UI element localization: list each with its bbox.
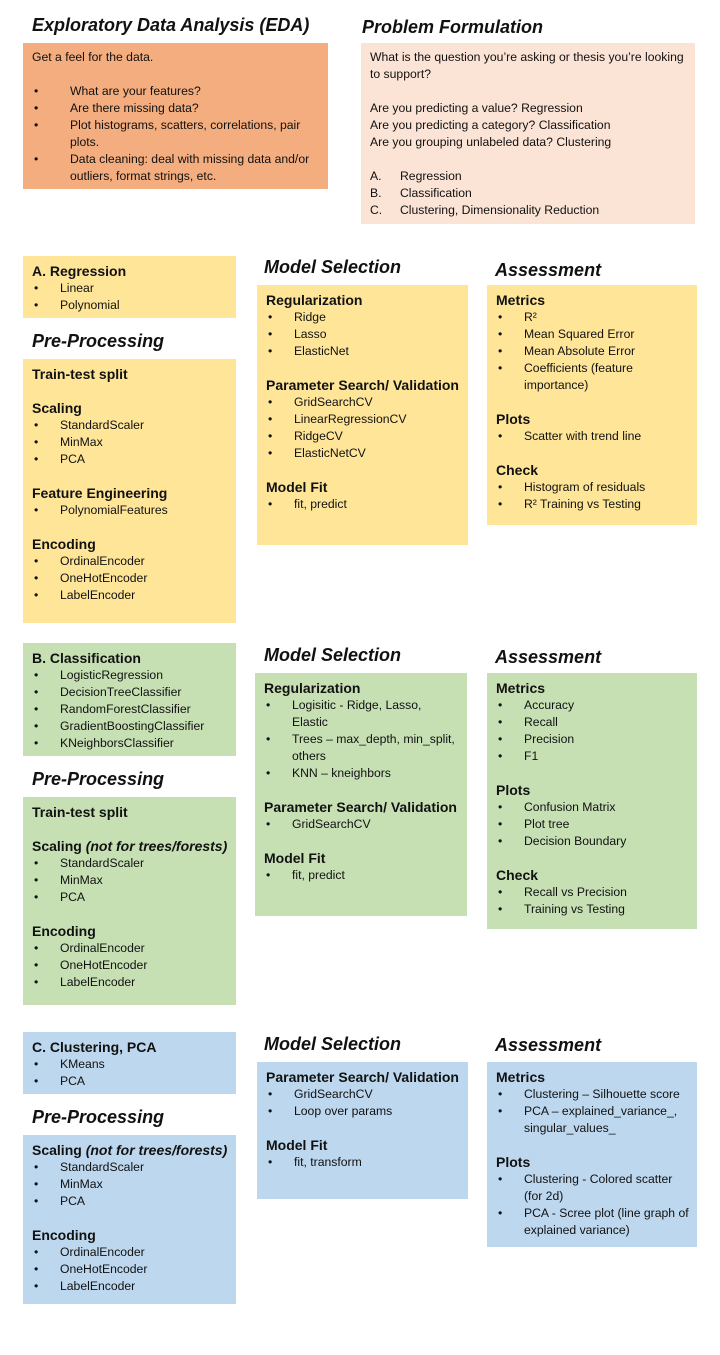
section-parameter-search-validation — [266, 1068, 460, 1120]
list-item: • MinMax — [32, 434, 228, 451]
section-heading-text: A. Regression — [32, 263, 127, 279]
classification-model-box — [255, 673, 467, 916]
section-list — [266, 496, 460, 513]
clustering-assessment-title: Assessment — [495, 1035, 602, 1055]
section-list — [496, 697, 689, 765]
section-heading — [32, 922, 228, 940]
list-item: • Are there missing data? — [32, 100, 320, 117]
section-metrics — [496, 1068, 689, 1137]
list-item: • Polynomial — [32, 297, 228, 314]
section-heading — [266, 1068, 460, 1086]
option-a — [370, 168, 687, 185]
section-heading-text: Metrics — [496, 292, 546, 308]
section-heading-text: Check — [496, 867, 539, 883]
problem-line-2: Are you predicting a category? Classification — [370, 118, 611, 132]
section-encoding — [32, 922, 228, 991]
eda-intro: Get a feel for the data. — [32, 50, 154, 64]
section-heading-text: Scaling — [32, 1142, 82, 1158]
section-heading — [496, 291, 689, 309]
list-item: • LogisticRegression — [32, 667, 228, 684]
list-item: • LabelEncoder — [32, 587, 228, 604]
list-item: • KNN – kneighbors — [264, 765, 459, 782]
list-item: • OneHotEncoder — [32, 1261, 228, 1278]
section-heading — [32, 649, 228, 667]
section-list — [496, 1171, 689, 1239]
section-scaling — [32, 399, 228, 468]
list-item: • Plot tree — [496, 816, 689, 833]
section-c-clustering-pca — [32, 1038, 228, 1090]
list-item: • PCA — [32, 1073, 228, 1090]
section-heading — [32, 484, 228, 502]
section-plots — [496, 781, 689, 850]
list-item: • Precision — [496, 731, 689, 748]
list-item: • GridSearchCV — [266, 1086, 460, 1103]
section-scaling — [32, 837, 228, 906]
section-heading — [496, 866, 689, 884]
section-heading — [32, 535, 228, 553]
section-train-test-split — [32, 365, 228, 383]
section-list — [266, 309, 460, 360]
clustering-algo-box — [23, 1032, 236, 1094]
clustering-model-selection-title: Model Selection — [264, 1034, 402, 1054]
classification-assessment-box — [487, 673, 697, 929]
option-b — [370, 185, 687, 202]
list-item: • RidgeCV — [266, 428, 460, 445]
list-item: • Logisitic - Ridge, Lasso, Elastic — [264, 697, 459, 731]
section-heading-text: Encoding — [32, 1227, 96, 1243]
list-item: • KMeans — [32, 1056, 228, 1073]
section-heading-text: Parameter Search/ Validation — [264, 799, 457, 815]
section-heading-text: Model Fit — [266, 479, 328, 495]
section-heading-text: Scaling — [32, 838, 82, 854]
section-heading-note: (not for trees/forests) — [85, 1142, 228, 1158]
section-list — [32, 1159, 228, 1210]
list-item: • Data cleaning: deal with missing data and/or outliers, format strings, etc. — [32, 151, 320, 185]
section-list — [496, 884, 689, 918]
list-item: • R² Training vs Testing — [496, 496, 689, 513]
list-item: • LabelEncoder — [32, 974, 228, 991]
list-item: • Confusion Matrix — [496, 799, 689, 816]
list-item: • Training vs Testing — [496, 901, 689, 918]
section-list — [496, 428, 689, 445]
section-regularization — [264, 679, 459, 782]
list-item: • Accuracy — [496, 697, 689, 714]
list-item: • MinMax — [32, 1176, 228, 1193]
eda-list — [32, 83, 320, 185]
regression-model-selection-title: Model Selection — [264, 257, 402, 277]
section-heading — [264, 798, 459, 816]
list-item: • Linear — [32, 280, 228, 297]
section-heading — [32, 837, 228, 855]
section-parameter-search-validation — [266, 376, 460, 462]
problem-question: What is the question you’re asking or thesis you’re looking to support? — [370, 50, 684, 81]
section-heading-text: Encoding — [32, 923, 96, 939]
list-item: • GradientBoostingClassifier — [32, 718, 228, 735]
regression-assessment-title: Assessment — [495, 260, 602, 280]
list-item: • RandomForestClassifier — [32, 701, 228, 718]
section-list — [496, 479, 689, 513]
clustering-assessment-box — [487, 1062, 697, 1247]
list-item: • F1 — [496, 748, 689, 765]
section-heading-text: Scaling — [32, 400, 82, 416]
eda-title: Exploratory Data Analysis (EDA) — [32, 15, 310, 35]
section-b-classification — [32, 649, 228, 752]
regression-model-box — [257, 285, 468, 545]
classification-model-selection-title: Model Selection — [264, 645, 402, 665]
section-list — [32, 502, 228, 519]
section-list — [496, 799, 689, 850]
section-heading — [496, 1068, 689, 1086]
section-train-test-split — [32, 803, 228, 821]
section-heading — [264, 849, 459, 867]
section-heading-text: Model Fit — [266, 1137, 328, 1153]
section-list — [32, 417, 228, 468]
section-list — [32, 855, 228, 906]
section-regularization — [266, 291, 460, 360]
section-metrics — [496, 291, 689, 394]
option-b-text: Classification — [400, 186, 472, 200]
list-item: • R² — [496, 309, 689, 326]
section-plots — [496, 1153, 689, 1239]
list-item: • Decision Boundary — [496, 833, 689, 850]
section-list — [496, 1086, 689, 1137]
list-item: • KNeighborsClassifier — [32, 735, 228, 752]
section-heading — [32, 803, 228, 821]
list-item: • Mean Squared Error — [496, 326, 689, 343]
list-item: • StandardScaler — [32, 1159, 228, 1176]
list-item: • Clustering – Silhouette score — [496, 1086, 689, 1103]
section-heading-text: Metrics — [496, 1069, 546, 1085]
section-scaling — [32, 1141, 228, 1210]
regression-assessment-box — [487, 285, 697, 525]
section-heading — [496, 410, 689, 428]
section-model-fit — [266, 1136, 460, 1171]
list-item: • StandardScaler — [32, 855, 228, 872]
section-heading — [496, 781, 689, 799]
section-heading — [32, 1226, 228, 1244]
eda-box — [23, 43, 328, 189]
list-item: • Lasso — [266, 326, 460, 343]
section-heading-text: Train-test split — [32, 804, 128, 820]
section-list — [266, 1154, 460, 1171]
section-metrics — [496, 679, 689, 765]
option-a-text: Regression — [400, 169, 462, 183]
list-item: • Loop over params — [266, 1103, 460, 1120]
list-item: • Trees – max_depth, min_split, others — [264, 731, 459, 765]
section-heading — [266, 1136, 460, 1154]
classification-preprocessing-box — [23, 797, 236, 1005]
section-heading-text: C. Clustering, PCA — [32, 1039, 157, 1055]
list-item: • fit, transform — [266, 1154, 460, 1171]
classification-preprocessing-title: Pre-Processing — [32, 769, 165, 789]
section-heading-text: Regularization — [264, 680, 361, 696]
list-item: • ElasticNet — [266, 343, 460, 360]
list-item: • PCA — [32, 451, 228, 468]
list-item: • OrdinalEncoder — [32, 940, 228, 957]
section-heading — [496, 679, 689, 697]
classification-assessment-title: Assessment — [495, 647, 602, 667]
section-plots — [496, 410, 689, 445]
section-list — [264, 697, 459, 782]
section-check — [496, 461, 689, 513]
section-list — [32, 1244, 228, 1295]
list-item: • fit, predict — [266, 496, 460, 513]
list-item: • OrdinalEncoder — [32, 553, 228, 570]
section-heading — [266, 478, 460, 496]
section-heading-text: Plots — [496, 1154, 531, 1170]
section-heading-note: (not for trees/forests) — [85, 838, 228, 854]
section-list — [32, 667, 228, 752]
section-check — [496, 866, 689, 918]
clustering-preprocessing-title: Pre-Processing — [32, 1107, 165, 1127]
section-heading-text: Train-test split — [32, 366, 128, 382]
clustering-preprocessing-box — [23, 1135, 236, 1304]
list-item: • PCA — [32, 889, 228, 906]
section-list — [32, 1056, 228, 1090]
section-heading-text: B. Classification — [32, 650, 141, 666]
list-item: • StandardScaler — [32, 417, 228, 434]
list-item: • Ridge — [266, 309, 460, 326]
section-list — [496, 309, 689, 394]
list-item: • Clustering - Colored scatter (for 2d) — [496, 1171, 689, 1205]
list-item: • Mean Absolute Error — [496, 343, 689, 360]
list-item: • Coefficients (feature importance) — [496, 360, 689, 394]
section-encoding — [32, 1226, 228, 1295]
section-heading — [496, 461, 689, 479]
list-item: • GridSearchCV — [266, 394, 460, 411]
section-list — [264, 867, 459, 884]
section-heading-text: Check — [496, 462, 539, 478]
list-item: • LabelEncoder — [32, 1278, 228, 1295]
section-encoding — [32, 535, 228, 604]
section-list — [264, 816, 459, 833]
list-item: • LinearRegressionCV — [266, 411, 460, 428]
list-item: • DecisionTreeClassifier — [32, 684, 228, 701]
section-heading-text: Plots — [496, 782, 531, 798]
classification-algo-box — [23, 643, 236, 756]
section-heading — [266, 291, 460, 309]
problem-line-3: Are you grouping unlabeled data? Clustering — [370, 135, 612, 149]
list-item: • Scatter with trend line — [496, 428, 689, 445]
list-item: • PCA — [32, 1193, 228, 1210]
section-heading — [32, 262, 228, 280]
section-list — [266, 394, 460, 462]
section-heading-text: Parameter Search/ Validation — [266, 377, 459, 393]
list-item: • PCA – explained_variance_, singular_values_ — [496, 1103, 689, 1137]
section-list — [266, 1086, 460, 1120]
section-feature-engineering — [32, 484, 228, 519]
section-list — [32, 940, 228, 991]
section-heading-text: Metrics — [496, 680, 546, 696]
list-item: • PCA - Scree plot (line graph of explained variance) — [496, 1205, 689, 1239]
problem-options — [370, 168, 687, 219]
list-item: • Histogram of residuals — [496, 479, 689, 496]
section-heading-text: Regularization — [266, 292, 363, 308]
problem-title: Problem Formulation — [362, 17, 544, 37]
section-heading-text: Plots — [496, 411, 531, 427]
section-heading-text: Feature Engineering — [32, 485, 168, 501]
regression-preprocessing-title: Pre-Processing — [32, 331, 165, 351]
section-parameter-search-validation — [264, 798, 459, 833]
list-item: • Recall — [496, 714, 689, 731]
section-a-regression — [32, 262, 228, 314]
regression-algo-box — [23, 256, 236, 318]
list-item: • fit, predict — [264, 867, 459, 884]
section-list — [32, 553, 228, 604]
list-item: • MinMax — [32, 872, 228, 889]
list-item: • GridSearchCV — [264, 816, 459, 833]
option-c — [370, 202, 687, 219]
section-heading — [32, 1038, 228, 1056]
list-item: • OneHotEncoder — [32, 570, 228, 587]
section-heading — [32, 399, 228, 417]
section-model-fit — [266, 478, 460, 513]
list-item: • OneHotEncoder — [32, 957, 228, 974]
list-item: • ElasticNetCV — [266, 445, 460, 462]
section-heading — [266, 376, 460, 394]
section-heading-text: Parameter Search/ Validation — [266, 1069, 459, 1085]
section-model-fit — [264, 849, 459, 884]
section-heading-text: Model Fit — [264, 850, 326, 866]
section-heading — [264, 679, 459, 697]
section-heading — [32, 365, 228, 383]
list-item: • OrdinalEncoder — [32, 1244, 228, 1261]
regression-preprocessing-box — [23, 359, 236, 623]
list-item: • PolynomialFeatures — [32, 502, 228, 519]
section-heading-text: Encoding — [32, 536, 96, 552]
section-list — [32, 280, 228, 314]
list-item: • Plot histograms, scatters, correlations, pair plots. — [32, 117, 320, 151]
problem-box — [361, 43, 695, 224]
problem-line-1: Are you predicting a value? Regression — [370, 101, 583, 115]
section-heading — [32, 1141, 228, 1159]
list-item: • What are your features? — [32, 83, 320, 100]
list-item: • Recall vs Precision — [496, 884, 689, 901]
section-heading — [496, 1153, 689, 1171]
clustering-model-box — [257, 1062, 468, 1199]
option-c-text: Clustering, Dimensionality Reduction — [400, 203, 600, 217]
